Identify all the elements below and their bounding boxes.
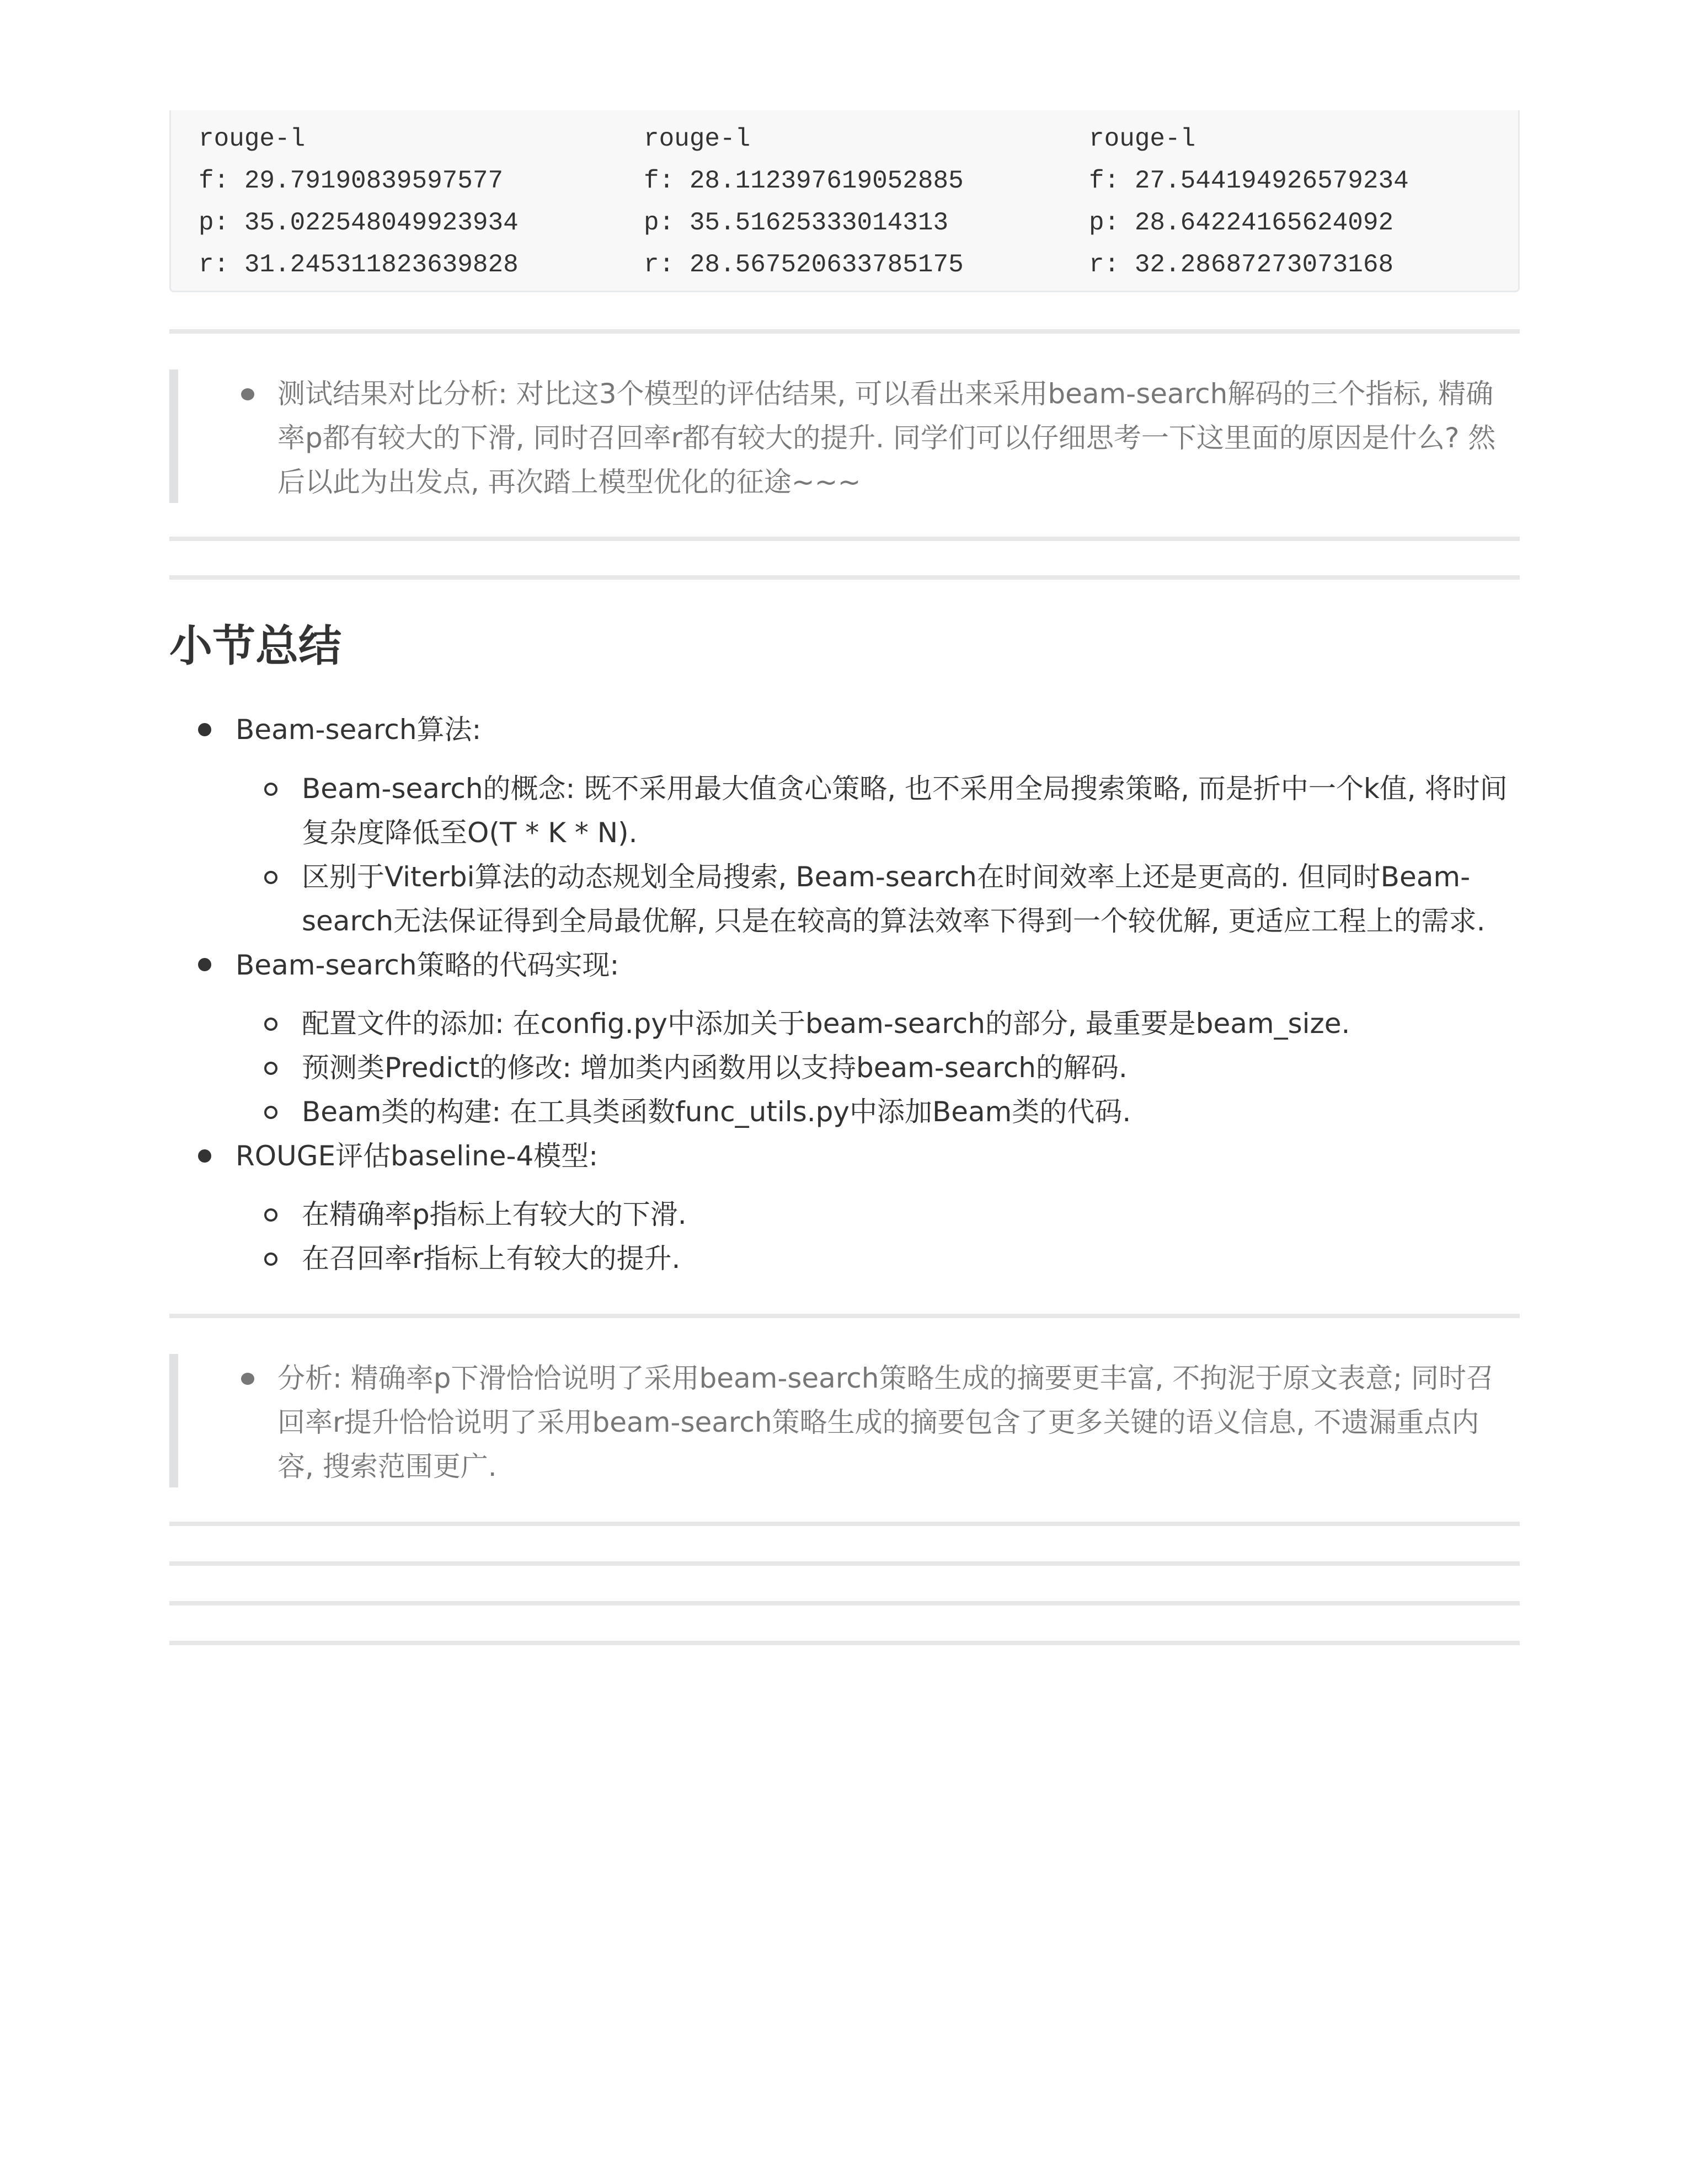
list-item-label: ROUGE评估baseline-4模型: <box>236 1140 599 1172</box>
bullet-disc-icon <box>198 1149 211 1163</box>
blockquote-summary-analysis <box>169 1354 1520 1487</box>
code-line: rouge-l <box>199 125 306 153</box>
blockquote-text: 分析: 精确率p下滑恰恰说明了采用beam-search策略生成的摘要更丰富, 不拘泥于原文表意; 同时召回率r提升恰恰说明了采用beam-search策略生成的摘要包含了更多关键的语义信息, 不遗漏重点内容, 搜索范围更广. <box>277 1362 1494 1482</box>
list-subitem: 预测类Predict的修改: 增加类内函数用以支持beam-search的解码. <box>302 1052 1128 1084</box>
code-column-3 <box>1089 118 1409 286</box>
list-item-label: Beam-search算法: <box>236 714 482 746</box>
horizontal-rule <box>169 537 1520 541</box>
bullet-circle-icon <box>264 1018 277 1031</box>
code-line: f: 28.112397619052885 <box>644 167 964 195</box>
bullet-circle-icon <box>264 871 277 884</box>
bullet-disc-icon <box>198 958 211 971</box>
bullet-circle-icon <box>264 1252 277 1266</box>
blockquote-bar <box>169 370 178 503</box>
horizontal-rule <box>169 1314 1520 1318</box>
horizontal-rule <box>169 1601 1520 1605</box>
bullet-circle-icon <box>264 783 277 796</box>
bullet-circle-icon <box>264 1208 277 1222</box>
bullet-circle-icon <box>264 1106 277 1119</box>
bullet-disc-icon <box>241 388 254 400</box>
horizontal-rule <box>169 1522 1520 1526</box>
code-line: f: 29.79190839597577 <box>199 167 504 195</box>
list-subitem: 在召回率r指标上有较大的提升. <box>302 1243 681 1275</box>
bullet-disc-icon <box>241 1373 254 1385</box>
code-line: p: 35.51625333014313 <box>644 208 949 237</box>
code-block <box>169 110 1520 292</box>
code-line: rouge-l <box>1089 125 1196 153</box>
list-subitem: Beam-search的概念: 既不采用最大值贪心策略, 也不采用全局搜索策略, 而是折中一个k值, 将时间复杂度降低至O(T * K * N). <box>302 773 1508 849</box>
code-line: p: 28.64224165624092 <box>1089 208 1394 237</box>
horizontal-rule <box>169 1641 1520 1645</box>
horizontal-rule <box>169 1561 1520 1566</box>
section-title: 小节总结 <box>169 622 342 671</box>
code-line: p: 35.022548049923934 <box>199 208 519 237</box>
blockquote-bar <box>169 1354 178 1487</box>
code-line: r: 28.567520633785175 <box>644 250 964 279</box>
code-line: r: 31.245311823639828 <box>199 250 519 279</box>
horizontal-rule <box>169 329 1520 334</box>
list-subitem: 在精确率p指标上有较大的下滑. <box>302 1198 687 1230</box>
list-subitem: 区别于Viterbi算法的动态规划全局搜索, Beam-search在时间效率上还是更高的. 但同时Beam-search无法保证得到全局最优解, 只是在较高的算法效率下得到一个较优解, 更适应工程上的需求. <box>302 861 1486 937</box>
blockquote-analysis <box>169 370 1520 503</box>
code-column-2 <box>644 118 964 286</box>
code-line: rouge-l <box>644 125 751 153</box>
code-line: f: 27.544194926579234 <box>1089 167 1409 195</box>
list-item-label: Beam-search策略的代码实现: <box>236 949 619 981</box>
blockquote-text: 测试结果对比分析: 对比这3个模型的评估结果, 可以看出来采用beam-search解码的三个指标, 精确率p都有较大的下滑, 同时召回率r都有较大的提升. 同学们可以仔细思考一下这里面的原因是什么? 然后以此为出发点, 再次踏上模型优化的征途~~~ <box>277 378 1496 498</box>
code-line: r: 32.28687273073168 <box>1089 250 1394 279</box>
code-column-1 <box>199 118 519 286</box>
bullet-circle-icon <box>264 1062 277 1075</box>
horizontal-rule <box>169 575 1520 580</box>
bullet-disc-icon <box>198 723 211 736</box>
list-subitem: 配置文件的添加: 在config.py中添加关于beam-search的部分, 最重要是beam_size. <box>302 1008 1350 1040</box>
list-subitem: Beam类的构建: 在工具类函数func_utils.py中添加Beam类的代码. <box>302 1096 1131 1128</box>
